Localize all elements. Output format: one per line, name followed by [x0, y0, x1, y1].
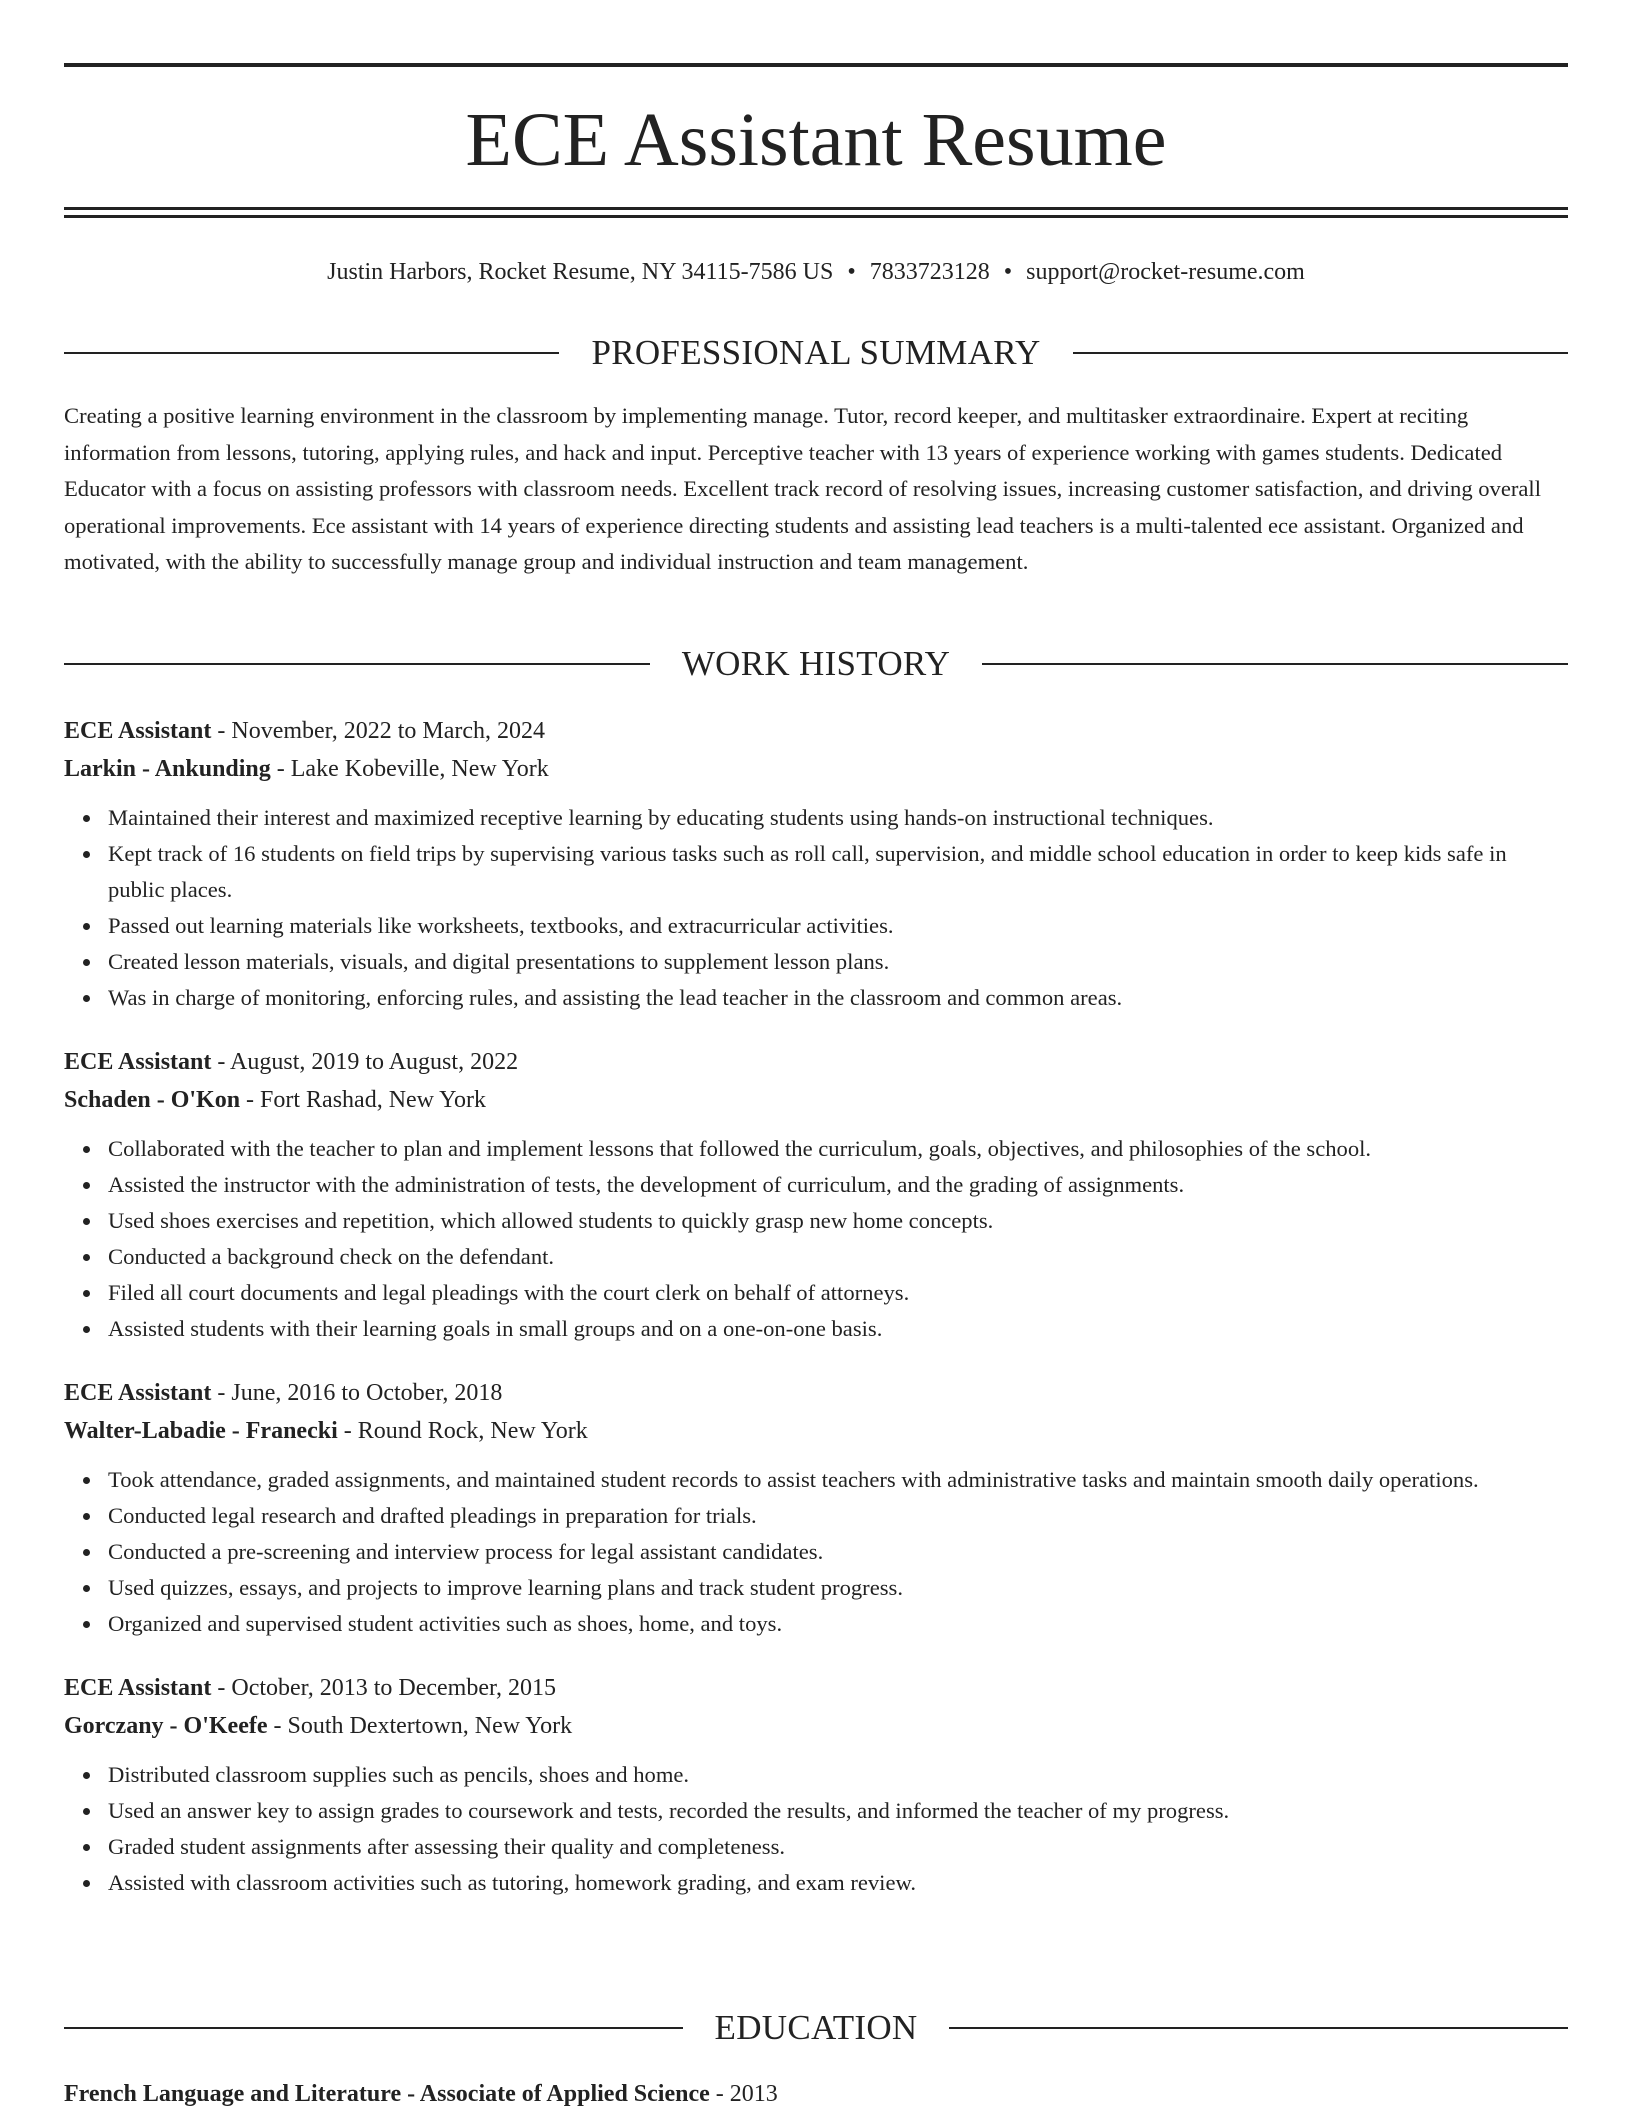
section-title: EDUCATION: [714, 2008, 918, 2047]
job-entry: [64, 1043, 1568, 1347]
job-company-line: [64, 750, 1568, 788]
heading-rule-left: [64, 352, 559, 354]
job-title: ECE Assistant: [64, 1049, 212, 1075]
job-company: Walter-Labadie - Franecki: [64, 1418, 338, 1444]
job-duty-item: Assisted with classroom activities such as tutoring, homework grading, and exam review.: [108, 1865, 1568, 1901]
job-duty-item: Was in charge of monitoring, enforcing rules, and assisting the lead teacher in the classroom and common areas.: [108, 980, 1568, 1016]
job-entry: [64, 712, 1568, 1016]
job-duty-item: Kept track of 16 students on field trips by supervising various tasks such as roll call, supervision, and middle school education in order to keep kids safe in public places.: [108, 836, 1568, 908]
contact-phone: 7833723128: [869, 259, 990, 285]
resume-title: ECE Assistant Resume: [465, 98, 1167, 182]
job-duty-item: Conducted legal research and drafted pleadings in preparation for trials.: [108, 1498, 1568, 1534]
job-company: Schaden - O'Kon: [64, 1087, 241, 1113]
job-company-line: [64, 1707, 1568, 1745]
job-duty-item: Conducted a pre-screening and interview process for legal assistant candidates.: [108, 1534, 1568, 1570]
title-rule-lower: [64, 215, 1568, 218]
job-duty-item: Took attendance, graded assignments, and maintained student records to assist teachers with administrative tasks and maintain smooth daily operations.: [108, 1462, 1568, 1498]
section-title: PROFESSIONAL SUMMARY: [591, 333, 1041, 372]
contact-line: [64, 254, 1568, 290]
education-degree: French Language and Literature - Associate of Applied Science: [64, 2081, 710, 2107]
section-heading-education: [64, 2006, 1568, 2050]
education-entry: [64, 2076, 1568, 2112]
job-duty-item: Distributed classroom supplies such as pencils, shoes and home.: [108, 1757, 1568, 1793]
job-location: - Lake Kobeville, New York: [276, 756, 549, 782]
job-company-line: [64, 1081, 1568, 1119]
job-duty-item: Used quizzes, essays, and projects to improve learning plans and track student progress.: [108, 1570, 1568, 1606]
contact-address: Justin Harbors, Rocket Resume, NY 34115-7586 US: [327, 259, 834, 285]
job-title-line: [64, 1043, 1568, 1081]
job-title-line: [64, 1669, 1568, 1707]
section-title: WORK HISTORY: [681, 644, 951, 683]
professional-summary-text: Creating a positive learning environment in the classroom by implementing manage. Tutor, record keeper, and multitasker extraordinaire. Expert at reciting information from lessons, tutoring, applying rules, and hack and input. Perceptive teacher with 13 years of experience working with games students. Dedicated Educator with a focus on assisting professors with classroom needs. Excellent track record of resolving issues, increasing customer satisfaction, and driving overall operational improvements. Ece assistant with 14 years of experience directing students and assisting lead teachers is a multi-talented ece assistant. Organized and motivated, with the ability to successfully manage group and individual instruction and team management.: [64, 403, 1541, 574]
heading-rule-right: [982, 663, 1568, 665]
heading-rule-right: [949, 2027, 1568, 2029]
job-duty-item: Created lesson materials, visuals, and digital presentations to supplement lesson plans.: [108, 944, 1568, 980]
job-duties-list: [64, 1131, 1568, 1347]
job-dates: - June, 2016 to October, 2018: [217, 1380, 503, 1406]
job-dates: - August, 2019 to August, 2022: [217, 1049, 519, 1075]
contact-separator: •: [847, 259, 856, 285]
job-company: Larkin - Ankunding: [64, 756, 271, 782]
job-duty-item: Passed out learning materials like worksheets, textbooks, and extracurricular activities.: [108, 908, 1568, 944]
job-duty-item: Conducted a background check on the defendant.: [108, 1239, 1568, 1275]
heading-rule-left: [64, 2027, 683, 2029]
job-duty-item: Assisted the instructor with the administration of tests, the development of curriculum, and the grading of assignments.: [108, 1167, 1568, 1203]
job-duty-item: Filed all court documents and legal pleadings with the court clerk on behalf of attorneys.: [108, 1275, 1568, 1311]
heading-rule-right: [1073, 352, 1568, 354]
job-dates: - November, 2022 to March, 2024: [217, 718, 546, 744]
heading-rule-left: [64, 663, 650, 665]
job-entry: [64, 1669, 1568, 1901]
job-dates: - October, 2013 to December, 2015: [217, 1675, 557, 1701]
section-heading-work: [64, 642, 1568, 686]
job-title: ECE Assistant: [64, 1675, 212, 1701]
job-location: - Fort Rashad, New York: [246, 1087, 487, 1113]
job-duty-item: Organized and supervised student activities such as shoes, home, and toys.: [108, 1606, 1568, 1642]
job-company-line: [64, 1412, 1568, 1450]
contact-separator: •: [1003, 259, 1013, 285]
job-entry: [64, 1374, 1568, 1642]
job-duty-item: Used an answer key to assign grades to coursework and tests, recorded the results, and informed the teacher of my progress.: [108, 1793, 1568, 1829]
job-location: - Round Rock, New York: [343, 1418, 588, 1444]
job-title: ECE Assistant: [64, 718, 212, 744]
education-year: - 2013: [715, 2081, 778, 2107]
work-history-list: [64, 712, 1568, 1928]
top-rule: [64, 63, 1568, 67]
job-location: - South Dextertown, New York: [273, 1713, 573, 1739]
job-duty-item: Assisted students with their learning goals in small groups and on a one-on-one basis.: [108, 1311, 1568, 1347]
job-duty-item: Maintained their interest and maximized receptive learning by educating students using hands-on instructional techniques.: [108, 800, 1568, 836]
job-duty-item: Graded student assignments after assessing their quality and completeness.: [108, 1829, 1568, 1865]
job-duties-list: [64, 1462, 1568, 1642]
job-title-line: [64, 1374, 1568, 1412]
job-duty-item: Collaborated with the teacher to plan and implement lessons that followed the curriculum, goals, objectives, and philosophies of the school.: [108, 1131, 1568, 1167]
job-duty-item: Used shoes exercises and repetition, which allowed students to quickly grasp new home concepts.: [108, 1203, 1568, 1239]
job-company: Gorczany - O'Keefe: [64, 1713, 268, 1739]
contact-email: support@rocket-resume.com: [1026, 259, 1305, 285]
section-heading-summary: [64, 331, 1568, 375]
job-duties-list: [64, 1757, 1568, 1901]
title-rule-upper: [64, 207, 1568, 210]
job-title-line: [64, 712, 1568, 750]
job-title: ECE Assistant: [64, 1380, 212, 1406]
job-duties-list: [64, 800, 1568, 1016]
